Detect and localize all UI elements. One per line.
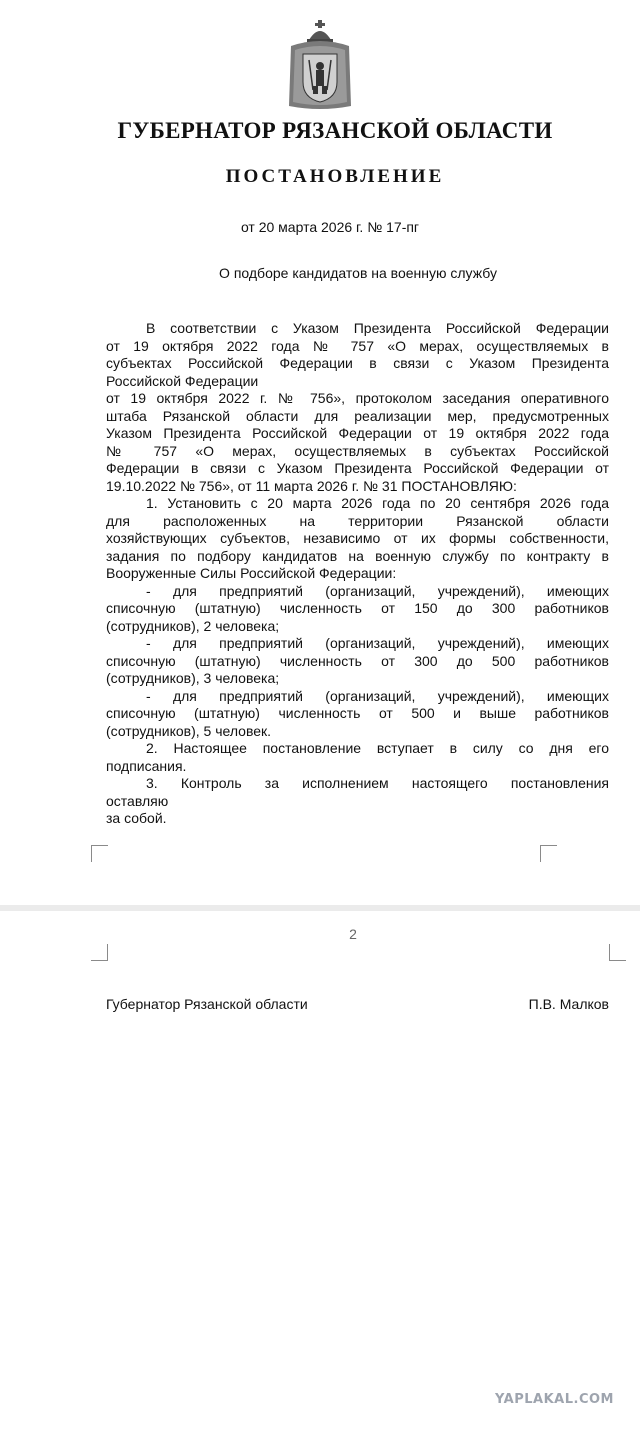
body-line: 2. Настоящее постановление вступает в силу со дня его — [146, 740, 609, 756]
signatory-name: П.В. Малков — [528, 996, 609, 1012]
body-line: задания по подбору кандидатов на военную службу по контракту в — [106, 547, 609, 564]
body-line: хозяйствующих субъектов, независимо от их формы собственности, — [106, 530, 609, 546]
site-watermark: YAPLAKAL.COM — [495, 1392, 614, 1407]
body-line: - для предприятий (организаций, учреждений), имеющих — [146, 582, 609, 599]
body-line: - для предприятий (организаций, учреждений), имеющих — [146, 687, 609, 704]
body-line: Указом Президента Российской Федерации от 19 октября 2022 года — [106, 425, 609, 441]
body-line: для расположенных на территории Рязанской области — [106, 512, 609, 529]
body-line: от 19 октября 2022 г. № 756», протоколом заседания оперативного — [106, 390, 609, 406]
body-line: Российской Федерации — [106, 372, 259, 389]
body-line: Федерации в связи с Указом Президента Российской Федерации от — [106, 460, 609, 476]
body-line: от 19 октября 2022 года № 757 «О мерах, осуществляемых в — [106, 337, 609, 354]
body-line: Вооруженные Силы Российской Федерации: — [106, 565, 397, 581]
body-line: - для предприятий (организаций, учреждений), имеющих — [146, 635, 609, 651]
signatory-position: Губернатор Рязанской области — [106, 996, 308, 1012]
body-line: (сотрудников), 5 человек. — [106, 722, 272, 739]
body-line: оставляю — [106, 792, 169, 809]
page-number: 2 — [349, 926, 357, 942]
body-line: (сотрудников), 2 человека; — [106, 617, 280, 634]
body-line: 19.10.2022 № 756», от 11 марта 2026 г. № 31 ПОСТАНОВЛЯЮ: — [106, 477, 517, 494]
body-line: 3. Контроль за исполнением настоящего постановления — [146, 775, 609, 791]
crop-mark — [91, 845, 108, 862]
body-line: В соответствии с Указом Президента Российской Федерации — [146, 320, 609, 336]
crop-mark — [91, 944, 108, 961]
coat-of-arms-icon — [287, 20, 353, 112]
document-type: ПОСТАНОВЛЕНИЕ — [225, 166, 445, 187]
body-line: (сотрудников), 3 человека; — [106, 670, 280, 686]
body-line: 1. Установить с 20 марта 2026 года по 20 сентября 2026 года — [146, 495, 609, 511]
body-line: № 757 «О мерах, осуществляемых в субъектах Российской — [106, 442, 609, 459]
body-line: списочную (штатную) численность от 500 и выше работников — [106, 705, 609, 721]
crop-mark — [609, 944, 626, 961]
body-line: подписания. — [106, 757, 187, 774]
document-subject: О подборе кандидатов на военную службу — [219, 265, 497, 281]
authority-title: ГУБЕРНАТОР РЯЗАНСКОЙ ОБЛАСТИ — [117, 118, 553, 143]
body-line: штаба Рязанской области для реализации мер, предусмотренных — [106, 407, 609, 424]
crop-mark — [540, 845, 557, 862]
body-line: списочную (штатную) численность от 300 до 500 работников — [106, 652, 609, 669]
page-separator — [0, 905, 640, 911]
document-body — [106, 320, 609, 828]
body-line: за собой. — [106, 810, 167, 826]
body-line: списочную (штатную) численность от 150 до 300 работников — [106, 600, 609, 616]
document-date-number: от 20 марта 2026 г. № 17-пг — [240, 219, 420, 235]
body-line: субъектах Российской Федерации в связи с Указом Президента — [106, 355, 609, 371]
